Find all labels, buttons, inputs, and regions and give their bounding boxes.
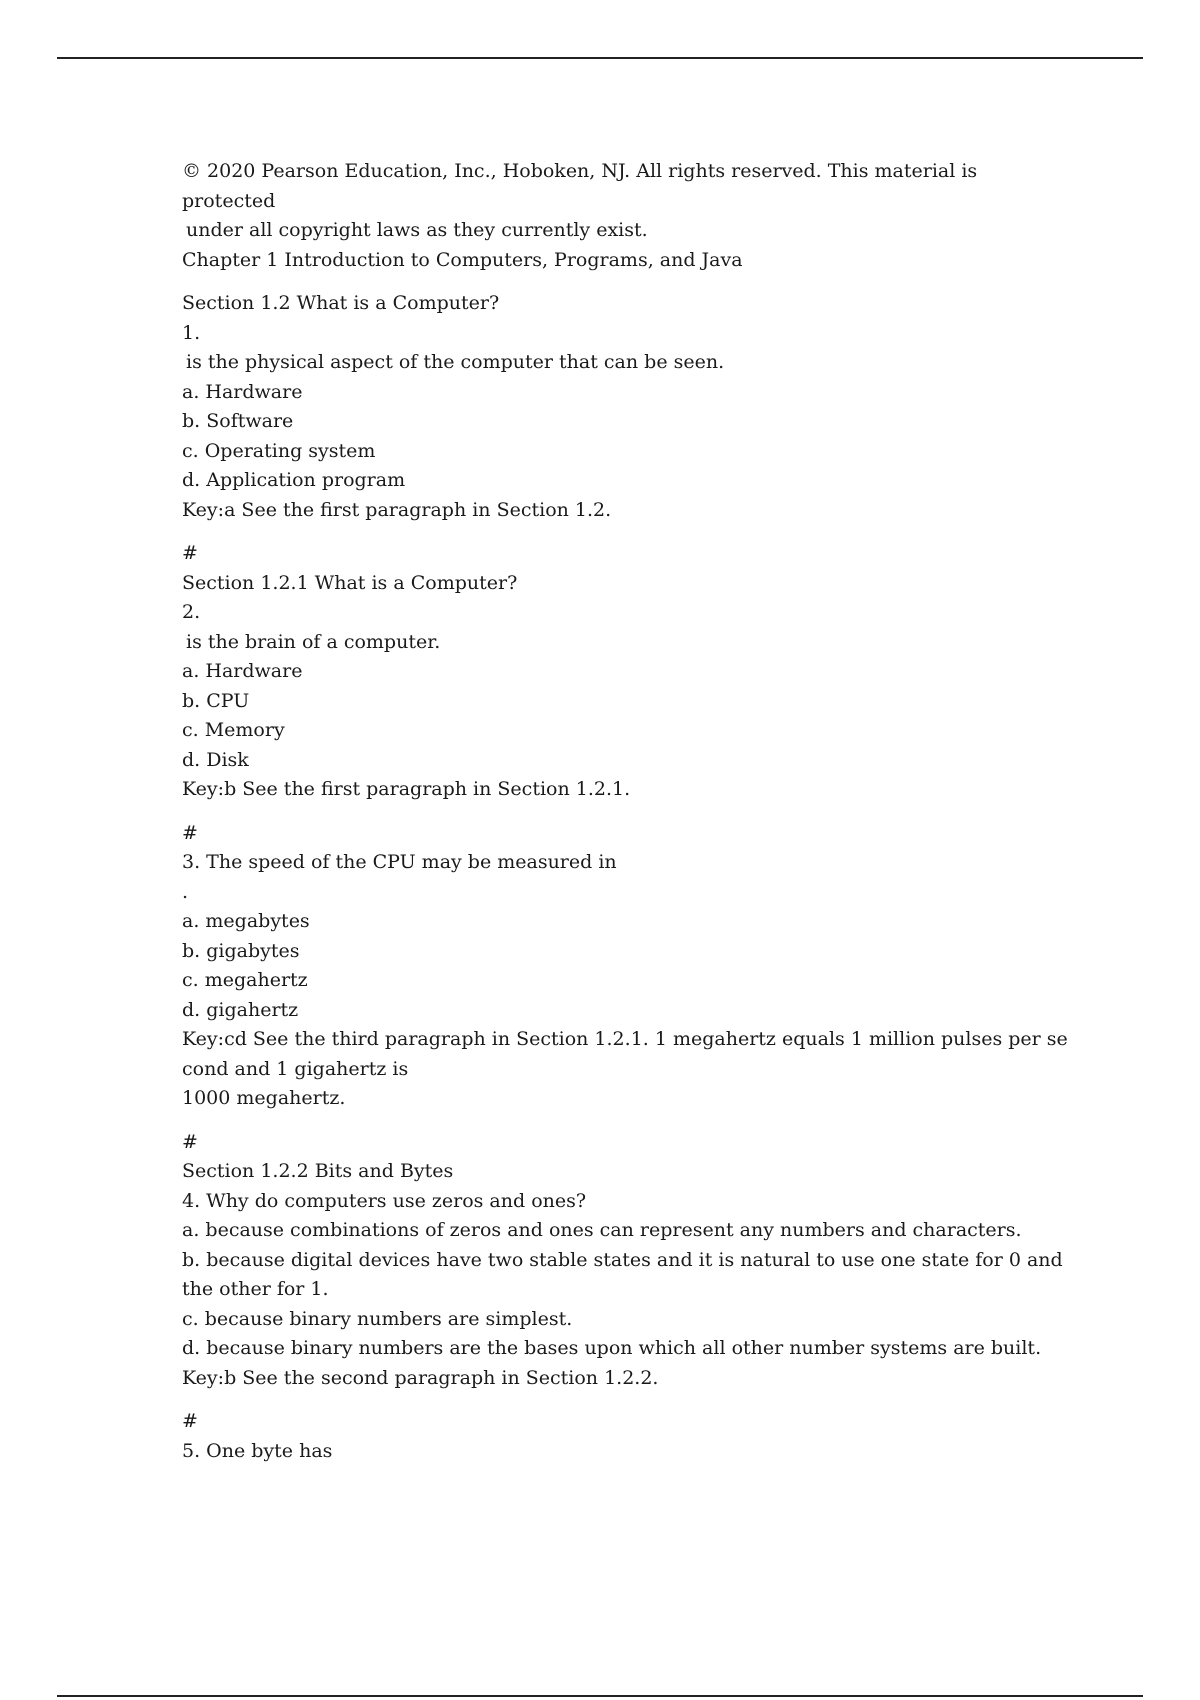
q4-option-c: c. because binary numbers are simplest. [182, 1307, 573, 1330]
q1-option-d: d. Application program [182, 469, 406, 491]
q3-blank: . [182, 880, 189, 903]
q2-option-a: a. Hardware [182, 660, 303, 682]
q2-answer-key: Key:b See the first paragraph in Section 1.2.1. [182, 778, 631, 800]
q2-number: 2. [182, 601, 201, 623]
q3-answer-key-line-2: cond and 1 gigahertz is [182, 1057, 409, 1080]
q3-option-d: d. gigahertz [182, 998, 299, 1021]
q3-stem: 3. The speed of the CPU may be measured in [182, 851, 617, 873]
chapter-title: Chapter 1 Introduction to Computers, Programs, and Java [182, 248, 743, 271]
q4-option-a: a. because combinations of zeros and ones can represent any numbers and characters. [182, 1219, 1022, 1241]
q1-option-c: c. Operating system [182, 439, 376, 462]
q4-answer-key: Key:b See the second paragraph in Section 1.2.2. [182, 1366, 659, 1389]
bottom-rule [57, 1695, 1143, 1697]
q1-section-heading: Section 1.2 What is a Computer? [182, 292, 500, 314]
q3-answer-key-line-1: Key:cd See the third paragraph in Section 1.2.1. 1 megahertz equals 1 million pulses per se [182, 1028, 1068, 1050]
q5-stem: 5. One byte has [182, 1439, 333, 1462]
q1-stem: is the physical aspect of the computer that can be seen. [186, 351, 725, 373]
q4-option-d: d. because binary numbers are the bases upon which all other number systems are built. [182, 1337, 1042, 1359]
q3-answer-key-line-3: 1000 megahertz. [182, 1087, 346, 1109]
q4-option-b-line-1: b. because digital devices have two stable states and it is natural to use one state for 0 and [182, 1248, 1063, 1271]
q3-option-c: c. megahertz [182, 969, 308, 991]
separator-1: # [182, 542, 198, 564]
separator-3: # [182, 1130, 198, 1153]
copyright-line-1: © 2020 Pearson Education, Inc., Hoboken, NJ. All rights reserved. This material is protected [182, 160, 984, 212]
q2-option-d: d. Disk [182, 748, 249, 771]
q2-stem: is the brain of a computer. [186, 630, 441, 653]
q2-section-heading: Section 1.2.1 What is a Computer? [182, 571, 518, 594]
q2-option-b: b. CPU [182, 689, 250, 712]
q1-number: 1. [182, 321, 201, 344]
q3-option-b: b. gigabytes [182, 939, 300, 962]
document-body [182, 157, 1072, 1466]
top-rule [57, 57, 1143, 59]
q2-option-c: c. Memory [182, 719, 285, 741]
q4-stem: 4. Why do computers use zeros and ones? [182, 1189, 587, 1212]
copyright-line-2: under all copyright laws as they currently exist. [186, 219, 648, 241]
q1-answer-key: Key:a See the first paragraph in Section 1.2. [182, 498, 612, 521]
q4-section-heading: Section 1.2.2 Bits and Bytes [182, 1160, 454, 1182]
separator-2: # [182, 821, 198, 844]
q4-option-b-line-2: the other for 1. [182, 1278, 329, 1300]
q1-option-a: a. Hardware [182, 380, 303, 403]
q3-option-a: a. megabytes [182, 910, 310, 932]
q1-option-b: b. Software [182, 410, 294, 432]
separator-4: # [182, 1410, 198, 1432]
